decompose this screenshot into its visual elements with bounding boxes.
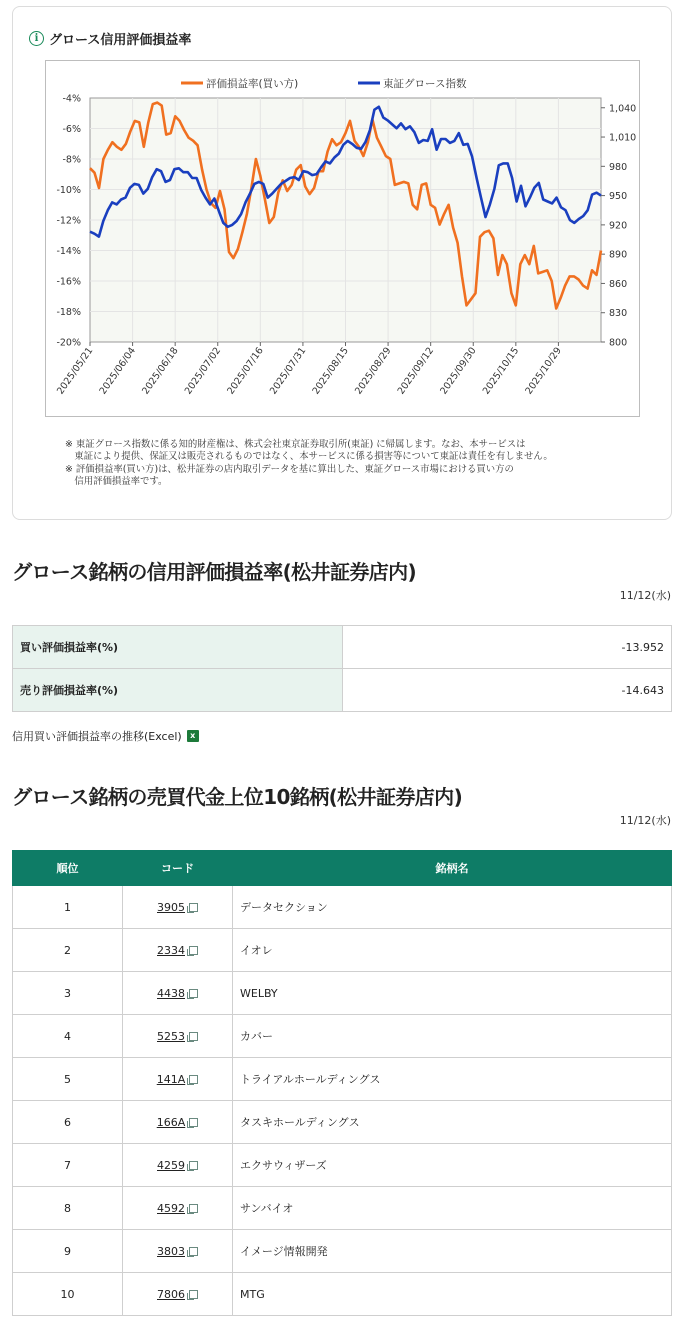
code-cell xyxy=(123,1273,233,1316)
code-cell xyxy=(123,1015,233,1058)
copy-icon[interactable] xyxy=(189,1204,198,1213)
table-row xyxy=(13,1187,672,1230)
header-name: 銘柄名 xyxy=(233,851,672,886)
code-cell xyxy=(123,886,233,929)
x-tick-label: 2025/06/04 xyxy=(97,345,139,397)
stock-code-link[interactable]: 166A xyxy=(156,1115,186,1129)
y-right-tick-label: 860 xyxy=(609,278,628,290)
stock-name-cell: エクサウィザーズ xyxy=(233,1144,672,1187)
ranking-table xyxy=(12,850,672,1316)
copy-icon[interactable] xyxy=(189,1290,198,1299)
x-tick-label: 2025/07/31 xyxy=(267,345,309,397)
stock-code-link[interactable]: 7806 xyxy=(157,1287,185,1301)
ranking-header-row xyxy=(13,851,672,886)
code-cell xyxy=(123,1230,233,1273)
legend-label: 東証グロース指数 xyxy=(383,78,467,90)
copy-icon[interactable] xyxy=(189,989,198,998)
y-right-tick-label: 890 xyxy=(609,249,628,261)
line-chart xyxy=(46,61,639,416)
code-cell xyxy=(123,1058,233,1101)
rank-cell: 3 xyxy=(13,972,123,1015)
table-row xyxy=(13,1015,672,1058)
rank-cell: 2 xyxy=(13,929,123,972)
note-copyright: ※ 東証グロース指数に係る知的財産権は、株式会社東京証券取引所(東証) に帰属します。なお、本サービスは 東証により提供、保証又は販売されるものではなく、本サービスに係る損害等について東証は責任を有しません。 xyxy=(65,439,553,463)
stock-name-cell: MTG xyxy=(233,1273,672,1316)
header-rank: 順位 xyxy=(13,851,123,886)
table-row xyxy=(13,929,672,972)
rate-section-title: グロース銘柄の信用評価損益率(松井証券店内) xyxy=(12,560,417,584)
rate-label-buy: 買い評価損益率(%) xyxy=(13,626,343,669)
ranking-date: 11/12(水) xyxy=(619,814,671,827)
rate-table xyxy=(12,625,672,712)
stock-code-link[interactable]: 3905 xyxy=(157,900,185,914)
legend-label: 評価損益率(買い方) xyxy=(206,78,299,90)
y-left-tick-label: -14% xyxy=(56,246,81,257)
y-right-tick-label: 980 xyxy=(609,161,628,173)
y-left-tick-label: -12% xyxy=(56,215,81,227)
table-row xyxy=(13,1230,672,1273)
y-left-tick-label: -16% xyxy=(56,276,81,288)
ranking-body xyxy=(13,886,672,1316)
y-right-tick-label: 800 xyxy=(609,337,628,349)
table-row xyxy=(13,886,672,929)
y-right-tick-label: 1,040 xyxy=(609,103,637,115)
y-left-tick-label: -10% xyxy=(56,185,81,196)
table-row xyxy=(13,1058,672,1101)
chart-card xyxy=(12,6,672,520)
stock-name-cell: カバー xyxy=(233,1015,672,1058)
stock-name-cell: WELBY xyxy=(233,972,672,1015)
excel-download-link[interactable] xyxy=(12,728,199,744)
stock-code-link[interactable]: 4438 xyxy=(157,986,185,1000)
x-tick-label: 2025/07/02 xyxy=(182,345,224,397)
table-row xyxy=(13,972,672,1015)
stock-name-cell: トライアルホールディングス xyxy=(233,1058,672,1101)
y-left-tick-label: -4% xyxy=(62,93,81,105)
excel-link-text[interactable]: 信用買い評価損益率の推移(Excel) xyxy=(12,730,182,743)
rate-section-date: 11/12(水) xyxy=(619,589,671,602)
copy-icon[interactable] xyxy=(189,1118,198,1127)
rank-cell: 9 xyxy=(13,1230,123,1273)
table-row xyxy=(13,1273,672,1316)
header-code: コード xyxy=(123,851,233,886)
stock-name-cell: イメージ情報開発 xyxy=(233,1230,672,1273)
y-left-tick-label: -20% xyxy=(56,337,81,349)
stock-code-link[interactable]: 2334 xyxy=(157,943,185,957)
code-cell xyxy=(123,1144,233,1187)
chart-card-title-text: グロース信用評価損益率 xyxy=(49,33,192,48)
copy-icon[interactable] xyxy=(189,1161,198,1170)
x-tick-label: 2025/09/30 xyxy=(438,345,479,397)
x-tick-label: 2025/10/29 xyxy=(523,345,564,397)
rate-row-sell xyxy=(13,669,672,712)
chart-frame xyxy=(45,60,640,417)
copy-icon[interactable] xyxy=(189,903,198,912)
stock-code-link[interactable]: 4259 xyxy=(157,1158,185,1172)
x-tick-label: 2025/08/15 xyxy=(310,345,351,397)
x-tick-label: 2025/09/12 xyxy=(395,345,437,397)
stock-name-cell: データセクション xyxy=(233,886,672,929)
info-icon[interactable]: i xyxy=(29,31,44,46)
code-cell xyxy=(123,972,233,1015)
rank-cell: 4 xyxy=(13,1015,123,1058)
stock-name-cell: タスキホールディングス xyxy=(233,1101,672,1144)
y-right-tick-label: 950 xyxy=(609,191,628,203)
rate-value-sell: -14.643 xyxy=(343,669,672,712)
rate-row-buy xyxy=(13,626,672,669)
y-left-tick-label: -8% xyxy=(62,154,81,166)
stock-code-link[interactable]: 4592 xyxy=(157,1201,185,1215)
code-cell xyxy=(123,929,233,972)
rank-cell: 1 xyxy=(13,886,123,929)
y-right-tick-label: 1,010 xyxy=(609,132,637,144)
x-tick-label: 2025/07/16 xyxy=(225,345,266,397)
ranking-title: グロース銘柄の売買代金上位10銘柄(松井証券店内) xyxy=(12,785,463,809)
excel-icon[interactable]: x xyxy=(187,730,199,742)
chart-card-title xyxy=(29,29,191,48)
x-tick-label: 2025/06/18 xyxy=(140,345,181,397)
rank-cell: 10 xyxy=(13,1273,123,1316)
note-definition: ※ 評価損益率(買い方)は、松井証券の店内取引データを基に算出した、東証グロース市場における買い方の 信用評価損益率です。 xyxy=(65,463,514,488)
rate-value-buy: -13.952 xyxy=(343,626,672,669)
copy-icon[interactable] xyxy=(189,1075,198,1084)
y-right-tick-label: 920 xyxy=(609,220,628,232)
stock-code-link[interactable]: 5253 xyxy=(157,1029,185,1043)
table-row xyxy=(13,1101,672,1144)
rank-cell: 8 xyxy=(13,1187,123,1230)
stock-code-link[interactable]: 141A xyxy=(156,1072,186,1086)
code-cell xyxy=(123,1101,233,1144)
rank-cell: 5 xyxy=(13,1058,123,1101)
y-left-tick-label: -6% xyxy=(62,124,81,135)
stock-name-cell: サンバイオ xyxy=(233,1187,672,1230)
rank-cell: 6 xyxy=(13,1101,123,1144)
rank-cell: 7 xyxy=(13,1144,123,1187)
chart-notes xyxy=(65,439,635,489)
table-row xyxy=(13,1144,672,1187)
rate-label-sell: 売り評価損益率(%) xyxy=(13,669,343,712)
stock-name-cell: イオレ xyxy=(233,929,672,972)
y-right-tick-label: 830 xyxy=(609,308,628,320)
x-tick-label: 2025/08/29 xyxy=(353,345,394,397)
copy-icon[interactable] xyxy=(189,1247,198,1256)
copy-icon[interactable] xyxy=(189,946,198,955)
x-tick-label: 2025/05/21 xyxy=(55,345,96,397)
code-cell xyxy=(123,1187,233,1230)
x-tick-label: 2025/10/15 xyxy=(480,345,522,397)
stock-code-link[interactable]: 3803 xyxy=(157,1244,185,1258)
copy-icon[interactable] xyxy=(189,1032,198,1041)
y-left-tick-label: -18% xyxy=(56,307,81,318)
